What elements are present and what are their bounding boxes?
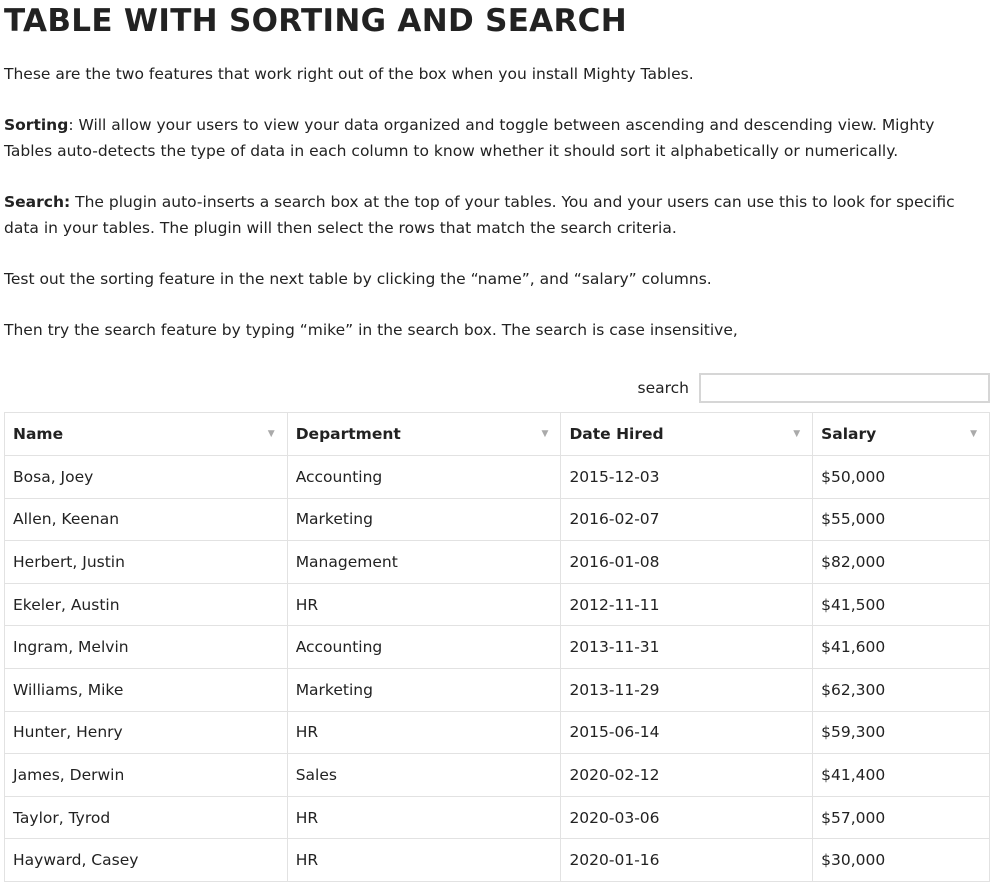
table-row [5, 754, 990, 797]
search-label-bold: Search: [4, 193, 71, 211]
cell-salary: $50,000 [813, 456, 990, 499]
cell-department: HR [287, 583, 561, 626]
data-table [4, 412, 990, 882]
cell-name: Williams, Mike [5, 668, 288, 711]
cell-date-hired: 2016-02-07 [561, 498, 813, 541]
cell-department: Management [287, 541, 561, 584]
cell-name: Hayward, Casey [5, 839, 288, 882]
table-header-row [5, 413, 990, 456]
sorting-label: Sorting [4, 116, 69, 134]
page-title: TABLE WITH SORTING AND SEARCH [4, 3, 627, 39]
cell-name: Allen, Keenan [5, 498, 288, 541]
cell-date-hired: 2020-03-06 [561, 796, 813, 839]
table-row [5, 711, 990, 754]
cell-department: Accounting [287, 626, 561, 669]
table-row [5, 498, 990, 541]
table-row [5, 626, 990, 669]
cell-salary: $41,500 [813, 583, 990, 626]
table-search [638, 373, 991, 403]
cell-date-hired: 2020-01-16 [561, 839, 813, 882]
cell-name: James, Derwin [5, 754, 288, 797]
cell-date-hired: 2013-11-29 [561, 668, 813, 711]
table-row [5, 668, 990, 711]
cell-salary: $41,600 [813, 626, 990, 669]
cell-date-hired: 2012-11-11 [561, 583, 813, 626]
intro-paragraph: These are the two features that work right out of the box when you install Mighty Tables. [4, 65, 694, 83]
search-text: The plugin auto-inserts a search box at the top of your tables. You and your users can use this to look for specific data in your tables. The plugin will then select the rows that match the search criteria. [4, 193, 955, 237]
table-row [5, 839, 990, 882]
cell-date-hired: 2015-12-03 [561, 456, 813, 499]
column-header-name[interactable]: Name ▼ [5, 413, 288, 456]
cell-name: Bosa, Joey [5, 456, 288, 499]
search-note: Then try the search feature by typing “mike” in the search box. The search is case insensitive, [4, 321, 738, 339]
cell-name: Hunter, Henry [5, 711, 288, 754]
column-header-salary[interactable]: Salary ▼ [813, 413, 990, 456]
table-row [5, 541, 990, 584]
cell-salary: $82,000 [813, 541, 990, 584]
cell-salary: $55,000 [813, 498, 990, 541]
cell-department: HR [287, 796, 561, 839]
cell-name: Taylor, Tyrod [5, 796, 288, 839]
cell-department: Marketing [287, 498, 561, 541]
cell-department: Marketing [287, 668, 561, 711]
caret-down-icon: ▼ [541, 429, 549, 439]
cell-salary: $30,000 [813, 839, 990, 882]
cell-date-hired: 2020-02-12 [561, 754, 813, 797]
sorting-text: : Will allow your users to view your data organized and toggle between ascending and descending view. Mighty Tables auto-detects the type of data in each column to know whether it should sort it alphabetically or numerically. [4, 116, 935, 160]
search-label: search [637, 379, 689, 397]
cell-department: Accounting [287, 456, 561, 499]
table-row [5, 796, 990, 839]
cell-salary: $57,000 [813, 796, 990, 839]
cell-department: Sales [287, 754, 561, 797]
cell-name: Herbert, Justin [5, 541, 288, 584]
cell-department: HR [287, 839, 561, 882]
table-row [5, 456, 990, 499]
cell-salary: $59,300 [813, 711, 990, 754]
cell-department: HR [287, 711, 561, 754]
cell-salary: $41,400 [813, 754, 990, 797]
cell-name: Ekeler, Austin [5, 583, 288, 626]
search-paragraph [4, 189, 986, 241]
cell-date-hired: 2013-11-31 [561, 626, 813, 669]
test-note: Test out the sorting feature in the next table by clicking the “name”, and “salary” columns. [4, 270, 712, 288]
caret-down-icon: ▼ [793, 429, 801, 439]
cell-salary: $62,300 [813, 668, 990, 711]
sorting-paragraph [4, 112, 986, 164]
caret-down-icon: ▼ [970, 429, 977, 439]
search-input[interactable] [699, 373, 990, 403]
cell-date-hired: 2016-01-08 [561, 541, 813, 584]
column-header-date-hired[interactable]: Date Hired ▼ [561, 413, 813, 456]
caret-down-icon: ▼ [267, 429, 275, 439]
column-header-department[interactable]: Department ▼ [287, 413, 561, 456]
cell-name: Ingram, Melvin [5, 626, 288, 669]
table-row [5, 583, 990, 626]
cell-date-hired: 2015-06-14 [561, 711, 813, 754]
